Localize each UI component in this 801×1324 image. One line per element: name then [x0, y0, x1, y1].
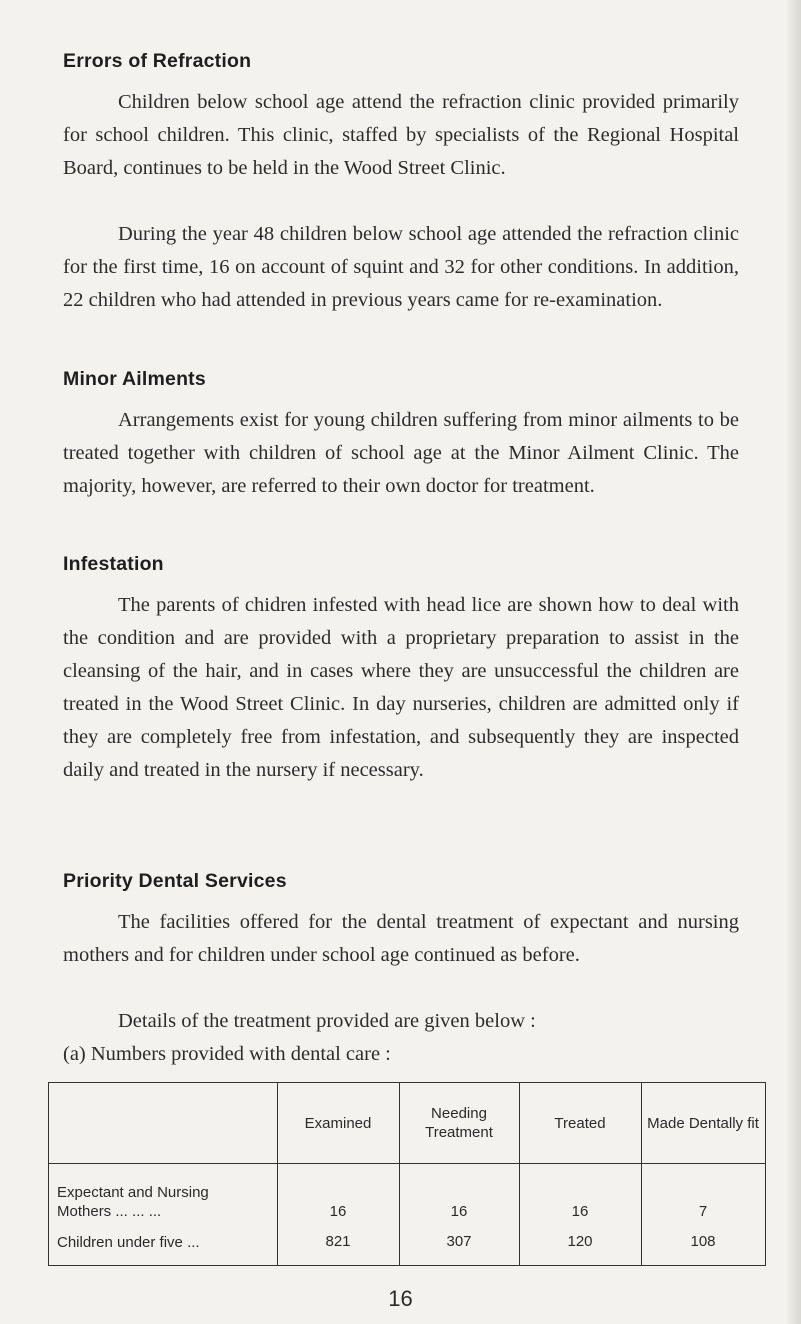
column-header-made-dentally-fit: Made Dentally fit: [647, 1114, 759, 1132]
paragraph-refraction-2: During the year 48 children below school age attended the refraction clinic for the first time, 16 on account of squint and 32 for other conditions. In addition, 22 children who had attended in previous years came for re-examination.: [63, 223, 739, 311]
row-label-mothers: Mothers ... ... ...: [57, 1203, 162, 1220]
paragraph-dental-1: The facilities offered for the dental treatment of expectant and nursing mothers and for children under school age continued as before.: [63, 911, 739, 966]
heading-infestation: Infestation: [63, 553, 164, 575]
table-cell: 307: [446, 1233, 472, 1250]
heading-priority-dental-services: Priority Dental Services: [63, 870, 287, 892]
row-label-children-under-five: Children under five ...: [57, 1234, 200, 1251]
paragraph-refraction-1: Children below school age attend the refraction clinic provided primarily for school children. This clinic, staffed by specialists of the Regional Hospital Board, continues to be held in the Wood Street Clinic.: [63, 91, 739, 179]
table-cell: 16: [571, 1203, 589, 1220]
table-cell: 120: [567, 1233, 593, 1250]
page-edge-shadow: [787, 0, 801, 1324]
paragraph-infestation: The parents of chidren infested with head lice are shown how to deal with the condition and are provided with a proprietary preparation to assist in the cleansing of the hair, and in cases where they are unsuccessful the children are treated in the Wood Street Clinic. In day nurseries, children are admitted only if they are completely free from infestation, and subsequently they are inspected daily and treated in the nursery if necessary.: [63, 594, 739, 781]
paragraph-dental-2: Details of the treatment provided are given below :: [118, 1010, 536, 1032]
column-header-needing-treatment: Needing Treatment: [425, 1105, 493, 1141]
heading-errors-of-refraction: Errors of Refraction: [63, 50, 252, 72]
paragraph-dental-3: (a) Numbers provided with dental care :: [63, 1043, 391, 1065]
table-cell: 16: [329, 1203, 347, 1220]
table-cell: 16: [450, 1203, 468, 1220]
column-header-treated: Treated: [554, 1114, 606, 1132]
paragraph-minor-ailments: Arrangements exist for young children suffering from minor ailments to be treated together with children of school age at the Minor Ailment Clinic. The majority, however, are referred to their own doctor for treatment.: [63, 409, 739, 497]
row-label-expectant-nursing: Expectant and Nursing: [57, 1184, 209, 1201]
table-cell: 821: [325, 1233, 351, 1250]
column-header-examined: Examined: [304, 1114, 372, 1132]
page-number: 16: [388, 1286, 413, 1311]
table-header-rule: [49, 1163, 765, 1164]
heading-minor-ailments: Minor Ailments: [63, 368, 206, 390]
table-cell: 108: [690, 1233, 716, 1250]
table-cell: 7: [698, 1203, 708, 1220]
dental-care-table: [48, 1082, 766, 1266]
